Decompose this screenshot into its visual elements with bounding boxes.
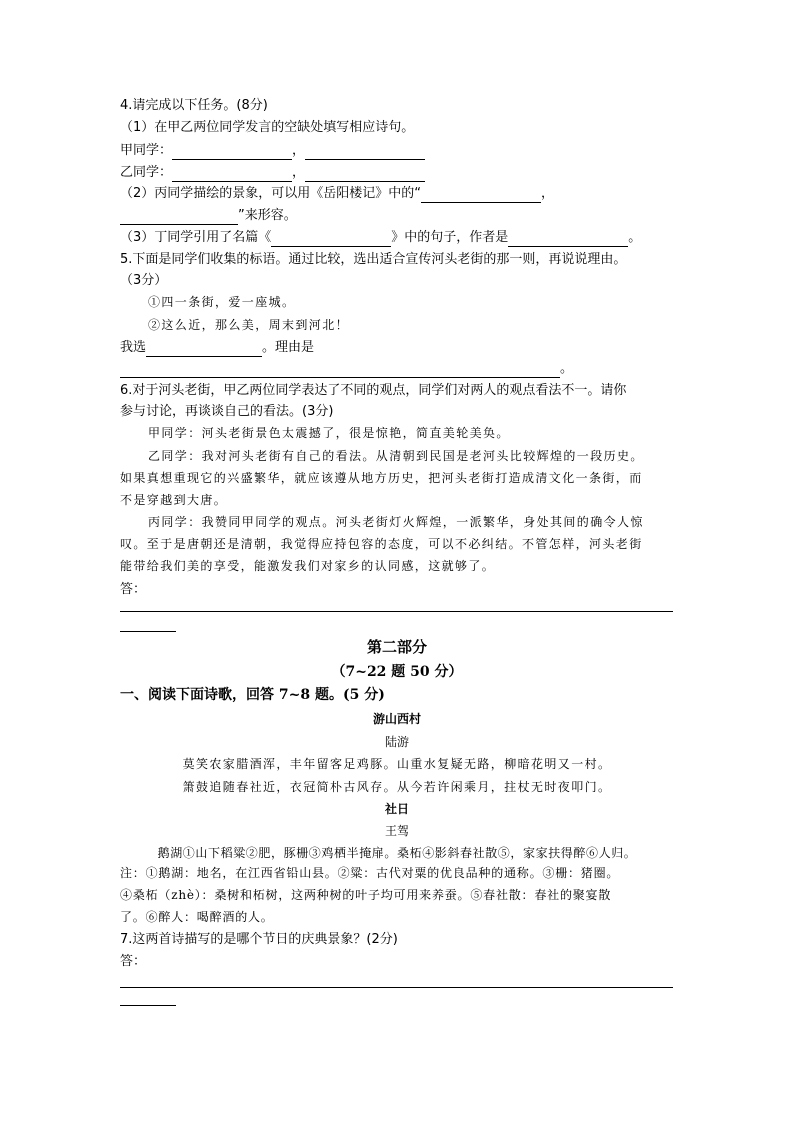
comma: ， (292, 165, 306, 180)
q6-answer-line-end[interactable] (120, 631, 176, 632)
q6-answer-label: 答： (120, 582, 147, 597)
q6-answer-line[interactable] (120, 611, 673, 612)
comma: ， (541, 186, 555, 201)
q6-yi-2: 如果真想重现它的兴盛繁华，就应该遵从地方历史，把河头老街打造成清文化一条街，而 (120, 471, 643, 485)
q4-sub3-mid: 》中的句子，作者是 (391, 230, 509, 245)
jia-label: 甲同学： (120, 143, 173, 158)
q6-bing-2: 叹。至于是唐朝还是清朝，我觉得应持包容的态度，可以不必纠结。不管怎样，河头老街 (120, 537, 643, 551)
q7-title: 7.这两首诗描写的是哪个节日的庆典景象？(2分) (120, 932, 398, 947)
poem2-title: 社日 (384, 802, 409, 816)
q4-sub2-text: （2）丙同学描绘的景象，可以用《岳阳楼记》中的“ (120, 186, 422, 201)
answer-blank[interactable] (305, 167, 425, 182)
poem1-line-2: 箫鼓追随春社近，衣冠简朴古风存。从今若许闲乘月，拄杖无时夜叩门。 (182, 780, 612, 794)
q4-title: 4.请完成以下任务。(8分) (120, 98, 268, 113)
notes-line-2: ④桑柘（zhè）：桑树和柘树，这两种树的叶子均可用来养蚕。⑤春社散：春社的聚宴散 (120, 888, 612, 902)
choose-label: 我选 (120, 340, 147, 355)
part2-heading: 第二部分 (366, 638, 427, 656)
poem1-line-1: 莫笑农家腊酒浑，丰年留客足鸡豚。山重水复疑无路，柳暗花明又一村。 (182, 757, 612, 771)
q5-choose-line (120, 338, 314, 357)
answer-blank[interactable] (172, 167, 292, 182)
comma: ， (292, 143, 306, 158)
q5-option-1: ①四一条街，爱一座城。 (148, 295, 296, 309)
q6-title-2: 参与讨论，再谈谈自己的看法。(3分) (120, 404, 334, 419)
q6-bing-3: 能带给我们美的享受，能激发我们对家乡的认同感，这就够了。 (120, 559, 496, 573)
q4-sub2-end: ”来形容。 (238, 208, 297, 223)
q4-sub3-text: （3）丁同学引用了名篇《 (120, 230, 272, 245)
poem2-author: 王驾 (384, 824, 409, 838)
part2-range: （7~22 题 50 分） (331, 664, 463, 680)
q5-option-2: ②这么近，那么美，周末到河北！ (148, 318, 350, 332)
answer-blank[interactable] (172, 145, 292, 160)
q4-sub2-line (120, 184, 554, 203)
yi-label: 乙同学： (120, 165, 173, 180)
answer-blank[interactable] (271, 232, 391, 247)
period: 。 (628, 230, 642, 245)
answer-blank[interactable] (305, 145, 425, 160)
poem1-author: 陆游 (384, 735, 409, 749)
q7-answer-line-end[interactable] (120, 1005, 176, 1006)
notes-line-1: 注：①鹅湖：地名，在江西省铅山县。②粱：古代对粟的优良品种的通称。③栅：猪圈。 (120, 866, 620, 880)
answer-blank[interactable] (146, 342, 262, 357)
answer-blank[interactable] (508, 232, 628, 247)
q7-answer-line[interactable] (120, 987, 673, 988)
period: 。 (560, 361, 574, 376)
q4-sub1: （1）在甲乙两位同学发言的空缺处填写相应诗句。 (120, 120, 415, 135)
notes-line-3: 了。⑥醉人：喝醉酒的人。 (120, 910, 274, 924)
q6-yi-3: 不是穿越到大唐。 (120, 493, 228, 507)
q6-title-1: 6.对于河头老街，甲乙两位同学表达了不同的观点，同学们对两人的观点看法不一。请你 (120, 383, 627, 398)
q4-yi-line (120, 163, 425, 182)
q4-sub2-cont (120, 206, 297, 225)
q7-answer-label: 答： (120, 954, 147, 969)
q6-jia: 甲同学：河头老街景色太震撼了，很是惊艳，简直美轮美奂。 (148, 426, 510, 440)
reason-label: 。理由是 (262, 340, 315, 355)
answer-blank[interactable] (120, 210, 238, 225)
answer-blank[interactable] (421, 188, 541, 203)
poem1-title: 游山西村 (372, 712, 421, 726)
q6-bing-1: 丙同学：我赞同甲同学的观点。河头老街灯火辉煌，一派繁华，身处其间的确令人惊 (148, 515, 644, 529)
q5-reason-line (120, 359, 573, 378)
answer-blank[interactable] (120, 363, 560, 378)
part2-section-title: 一、阅读下面诗歌，回答 7~8 题。(5 分) (120, 687, 385, 703)
q6-yi-1: 乙同学：我对河头老街有自己的看法。从清朝到民国是老河头比较辉煌的一段历史。 (148, 449, 644, 463)
poem2-line-1: 鹅湖①山下稻粱②肥，豚栅③鸡栖半掩扉。桑柘④影斜春社散⑤，家家扶得醉⑥人归。 (157, 846, 637, 860)
q4-sub3-line (120, 228, 641, 247)
q5-score: （3分） (120, 273, 168, 288)
q4-jia-line (120, 141, 425, 160)
q5-title: 5.下面是同学们收集的标语。通过比较，选出适合宣传河头老街的那一则，再说说理由。 (120, 252, 627, 267)
